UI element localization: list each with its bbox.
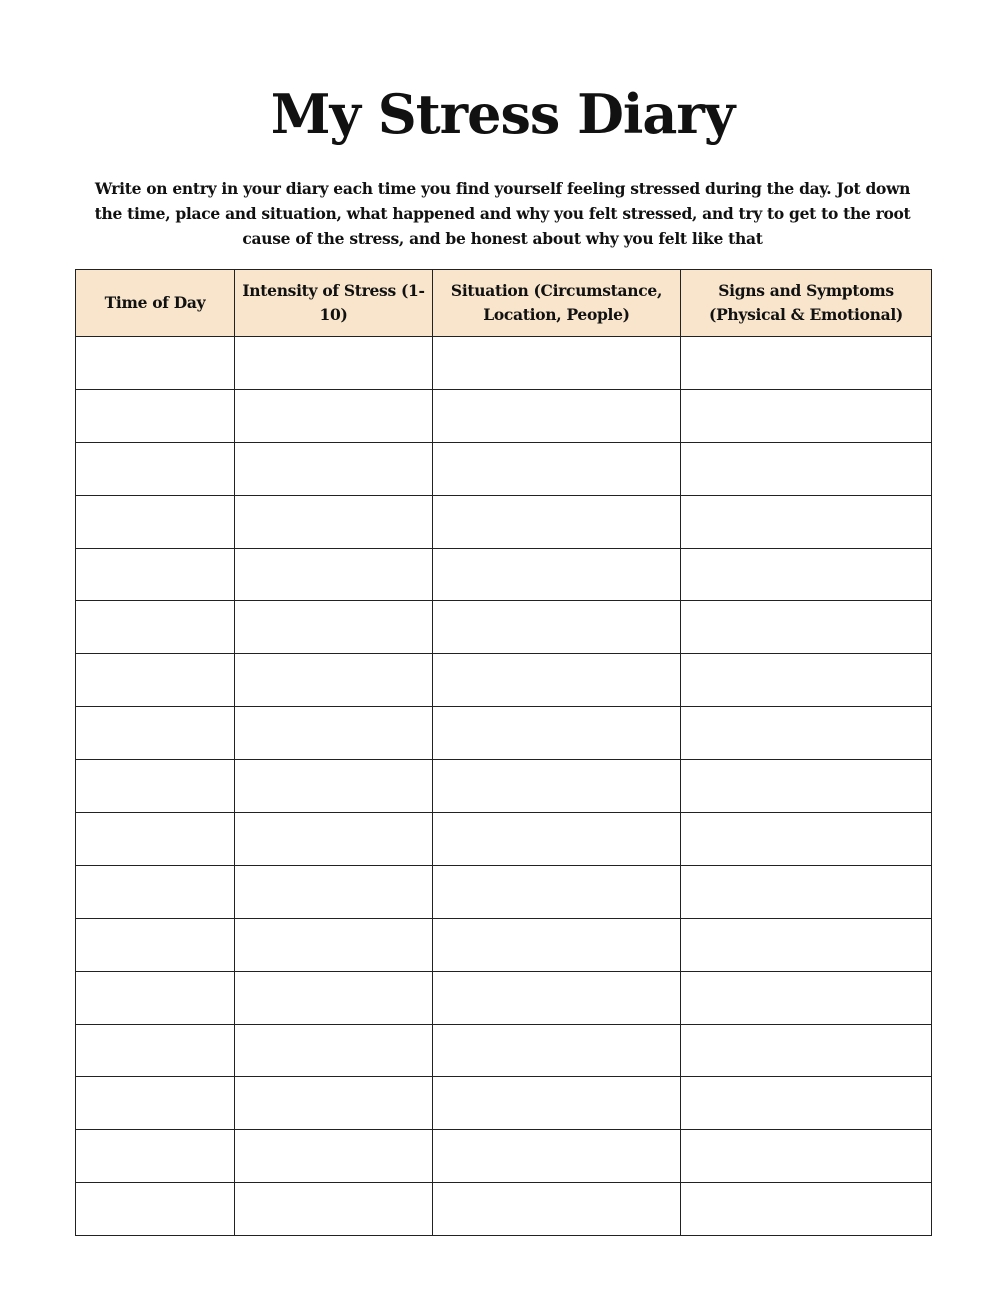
situation-cell[interactable] (433, 865, 681, 918)
intensity-cell[interactable] (235, 813, 433, 866)
intensity-cell[interactable] (235, 1130, 433, 1183)
header-row (76, 270, 932, 337)
intensity-cell[interactable] (235, 548, 433, 601)
header-time-of-day: Time of Day (76, 270, 235, 337)
symptoms-cell[interactable] (681, 971, 932, 1024)
table-row (76, 918, 932, 971)
situation-cell[interactable] (433, 389, 681, 442)
situation-cell[interactable] (433, 495, 681, 548)
time-of-day-cell[interactable] (76, 813, 235, 866)
intensity-cell[interactable] (235, 389, 433, 442)
table-row (76, 495, 932, 548)
symptoms-cell[interactable] (681, 1130, 932, 1183)
intensity-cell[interactable] (235, 707, 433, 760)
intensity-cell[interactable] (235, 495, 433, 548)
symptoms-cell[interactable] (681, 1024, 932, 1077)
situation-cell[interactable] (433, 1024, 681, 1077)
symptoms-cell[interactable] (681, 337, 932, 390)
time-of-day-cell[interactable] (76, 548, 235, 601)
time-of-day-cell[interactable] (76, 389, 235, 442)
instructions: Write on entry in your diary each time you find yourself feeling stressed during the day. Jot down the time, place and situation, what happened and why you felt stressed, and try to get to the root cause of the stress, and be honest about why you felt like that (94, 179, 911, 248)
situation-cell[interactable] (433, 337, 681, 390)
situation-cell[interactable] (433, 918, 681, 971)
table-row (76, 1024, 932, 1077)
situation-cell[interactable] (433, 971, 681, 1024)
intensity-cell[interactable] (235, 601, 433, 654)
table-row (76, 1183, 932, 1236)
intensity-cell[interactable] (235, 760, 433, 813)
symptoms-cell[interactable] (681, 548, 932, 601)
time-of-day-cell[interactable] (76, 760, 235, 813)
time-of-day-cell[interactable] (76, 707, 235, 760)
header-symptoms: Signs and Symptoms (Physical & Emotional) (681, 270, 932, 337)
situation-cell[interactable] (433, 548, 681, 601)
time-of-day-cell[interactable] (76, 654, 235, 707)
header-intensity: Intensity of Stress (1-10) (235, 270, 433, 337)
symptoms-cell[interactable] (681, 1077, 932, 1130)
situation-cell[interactable] (433, 654, 681, 707)
table-row (76, 1130, 932, 1183)
intensity-cell[interactable] (235, 1024, 433, 1077)
table-row (76, 865, 932, 918)
page-title: My Stress Diary (270, 82, 735, 146)
situation-cell[interactable] (433, 707, 681, 760)
symptoms-cell[interactable] (681, 813, 932, 866)
intensity-cell[interactable] (235, 971, 433, 1024)
symptoms-cell[interactable] (681, 865, 932, 918)
time-of-day-cell[interactable] (76, 601, 235, 654)
table-row (76, 442, 932, 495)
time-of-day-cell[interactable] (76, 442, 235, 495)
table-row (76, 389, 932, 442)
table-row (76, 337, 932, 390)
situation-cell[interactable] (433, 760, 681, 813)
intensity-cell[interactable] (235, 654, 433, 707)
stress-diary-table (75, 269, 932, 1236)
situation-cell[interactable] (433, 1077, 681, 1130)
symptoms-cell[interactable] (681, 495, 932, 548)
header-situation: Situation (Circumstance, Location, People) (433, 270, 681, 337)
time-of-day-cell[interactable] (76, 865, 235, 918)
intensity-cell[interactable] (235, 1183, 433, 1236)
symptoms-cell[interactable] (681, 918, 932, 971)
symptoms-cell[interactable] (681, 601, 932, 654)
time-of-day-cell[interactable] (76, 337, 235, 390)
table-row (76, 971, 932, 1024)
time-of-day-cell[interactable] (76, 495, 235, 548)
situation-cell[interactable] (433, 813, 681, 866)
symptoms-cell[interactable] (681, 442, 932, 495)
table-row (76, 813, 932, 866)
table-body (76, 337, 932, 1236)
intensity-cell[interactable] (235, 337, 433, 390)
symptoms-cell[interactable] (681, 654, 932, 707)
intensity-cell[interactable] (235, 865, 433, 918)
situation-cell[interactable] (433, 442, 681, 495)
table-row (76, 1077, 932, 1130)
table-row (76, 601, 932, 654)
table-row (76, 760, 932, 813)
table-row (76, 707, 932, 760)
table-row (76, 654, 932, 707)
intensity-cell[interactable] (235, 442, 433, 495)
symptoms-cell[interactable] (681, 760, 932, 813)
table-row (76, 548, 932, 601)
symptoms-cell[interactable] (681, 1183, 932, 1236)
intensity-cell[interactable] (235, 918, 433, 971)
symptoms-cell[interactable] (681, 389, 932, 442)
time-of-day-cell[interactable] (76, 918, 235, 971)
situation-cell[interactable] (433, 1130, 681, 1183)
time-of-day-cell[interactable] (76, 971, 235, 1024)
situation-cell[interactable] (433, 601, 681, 654)
time-of-day-cell[interactable] (76, 1024, 235, 1077)
time-of-day-cell[interactable] (76, 1077, 235, 1130)
situation-cell[interactable] (433, 1183, 681, 1236)
intensity-cell[interactable] (235, 1077, 433, 1130)
symptoms-cell[interactable] (681, 707, 932, 760)
time-of-day-cell[interactable] (76, 1130, 235, 1183)
time-of-day-cell[interactable] (76, 1183, 235, 1236)
